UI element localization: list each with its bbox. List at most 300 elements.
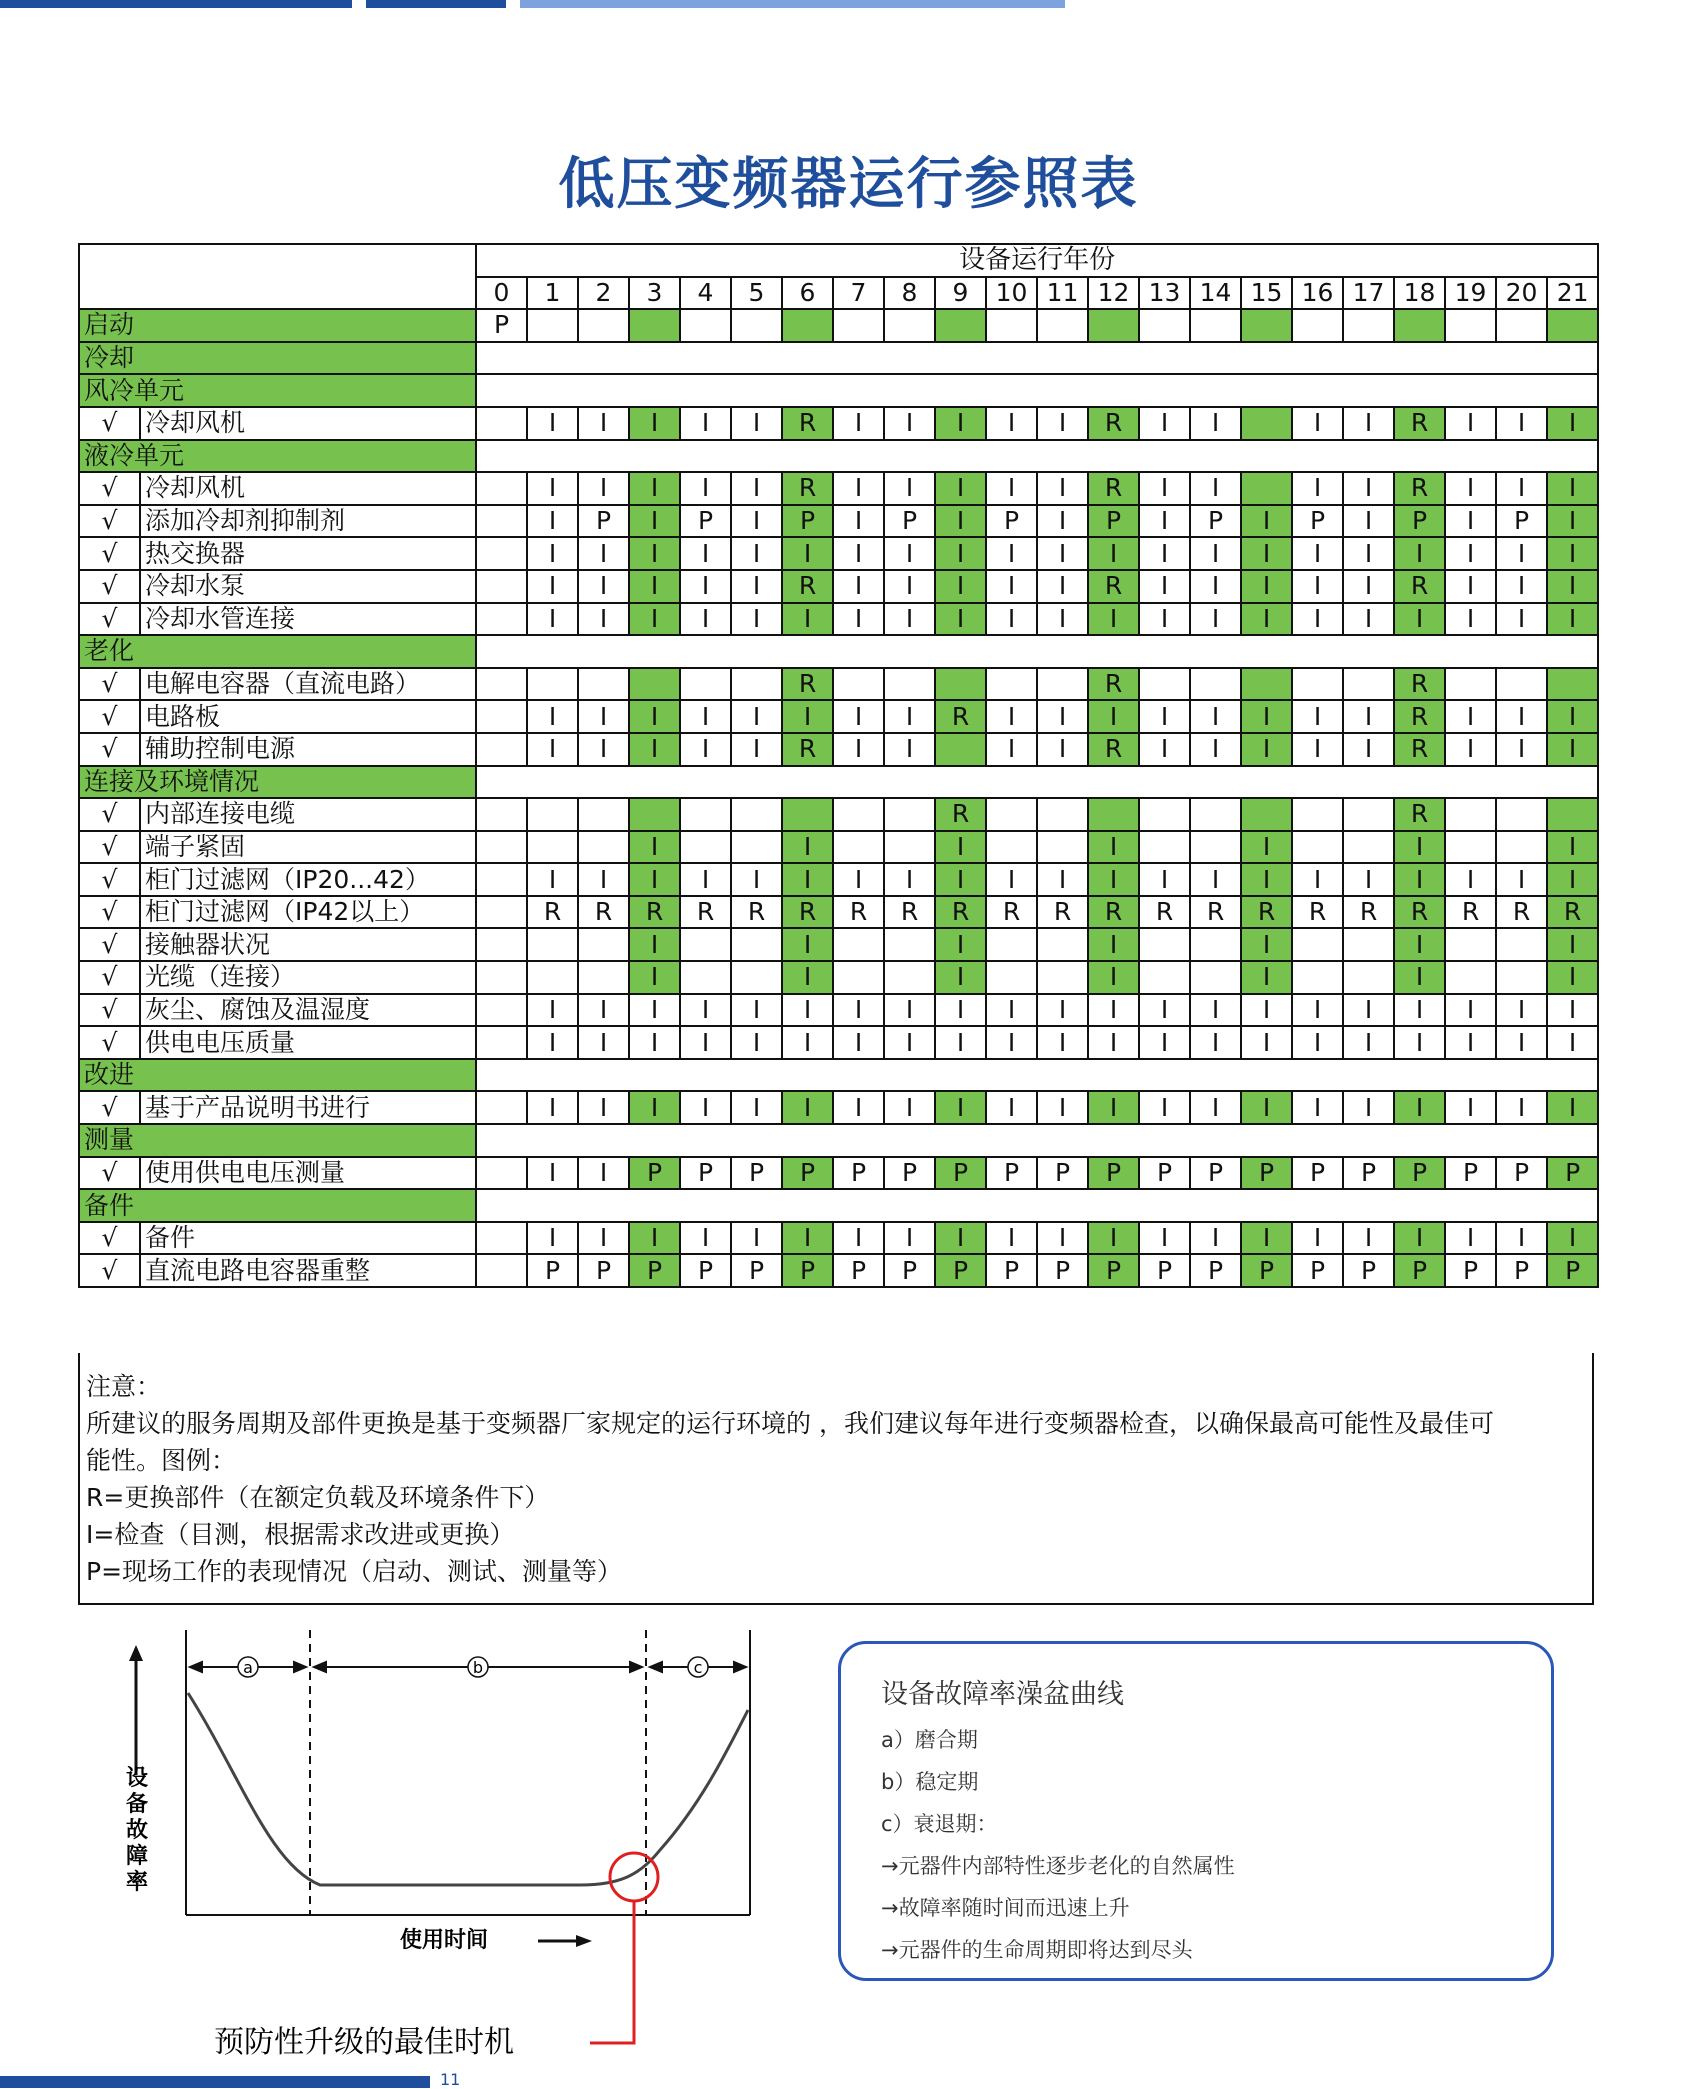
schedule-cell [731, 961, 782, 994]
schedule-cell: I [680, 863, 731, 896]
schedule-cell: I [1037, 1091, 1088, 1124]
schedule-cell: I [1190, 603, 1241, 636]
schedule-cell [527, 309, 578, 342]
row-label: 接触器状况 [140, 928, 476, 961]
schedule-cell: I [782, 831, 833, 864]
row-label: 灰尘、腐蚀及温湿度 [140, 994, 476, 1027]
year-header: 12 [1088, 277, 1139, 310]
schedule-cell: I [884, 1091, 935, 1124]
table-row [79, 798, 1598, 831]
schedule-cell: I [578, 537, 629, 570]
year-header: 19 [1445, 277, 1496, 310]
schedule-cell [476, 700, 527, 733]
year-header: 0 [476, 277, 527, 310]
schedule-cell: I [629, 407, 680, 440]
schedule-cell [680, 309, 731, 342]
schedule-cell: I [578, 863, 629, 896]
check-mark: √ [79, 505, 140, 538]
schedule-cell: I [1139, 733, 1190, 766]
schedule-cell: R [935, 700, 986, 733]
schedule-cell: I [935, 831, 986, 864]
schedule-cell: I [731, 700, 782, 733]
schedule-cell: I [986, 1222, 1037, 1255]
schedule-cell: R [578, 896, 629, 929]
schedule-cell: I [1445, 505, 1496, 538]
year-header: 20 [1496, 277, 1547, 310]
schedule-cell [629, 668, 680, 701]
schedule-cell: R [1394, 700, 1445, 733]
schedule-cell: R [629, 896, 680, 929]
schedule-cell: I [1037, 603, 1088, 636]
schedule-cell: P [1292, 505, 1343, 538]
schedule-cell [782, 309, 833, 342]
schedule-cell: I [1292, 407, 1343, 440]
category-row [79, 342, 1598, 375]
schedule-cell [884, 928, 935, 961]
schedule-cell: I [527, 472, 578, 505]
table-row [79, 570, 1598, 603]
schedule-cell: I [1394, 1091, 1445, 1124]
schedule-cell: P [782, 505, 833, 538]
schedule-cell: I [833, 472, 884, 505]
schedule-cell: P [578, 1254, 629, 1287]
schedule-cell: I [833, 733, 884, 766]
schedule-cell: I [833, 505, 884, 538]
table-row [79, 472, 1598, 505]
schedule-cell: I [1445, 1091, 1496, 1124]
schedule-cell: I [1139, 863, 1190, 896]
schedule-cell: R [1139, 896, 1190, 929]
schedule-cell: I [1292, 1222, 1343, 1255]
table-row [79, 863, 1598, 896]
schedule-cell: P [1547, 1254, 1598, 1287]
schedule-cell: I [782, 994, 833, 1027]
schedule-cell: R [1037, 896, 1088, 929]
schedule-cell: I [1547, 505, 1598, 538]
row-label: 电路板 [140, 700, 476, 733]
schedule-cell: I [1037, 863, 1088, 896]
schedule-cell: I [1139, 1026, 1190, 1059]
schedule-cell [1241, 668, 1292, 701]
schedule-cell: I [1037, 1026, 1088, 1059]
phase-b-label: b [472, 1658, 484, 1677]
schedule-cell: I [629, 831, 680, 864]
schedule-cell: P [1190, 1254, 1241, 1287]
page-title: 低压变频器运行参照表 [558, 152, 1139, 217]
schedule-cell [1139, 668, 1190, 701]
category-empty [476, 766, 1598, 799]
schedule-cell [1343, 928, 1394, 961]
year-header: 6 [782, 277, 833, 310]
year-header: 5 [731, 277, 782, 310]
schedule-cell: R [1088, 472, 1139, 505]
check-mark: √ [79, 570, 140, 603]
schedule-cell [731, 928, 782, 961]
schedule-cell: P [1037, 1254, 1088, 1287]
schedule-cell: I [986, 733, 1037, 766]
schedule-cell: I [1343, 570, 1394, 603]
schedule-cell [986, 961, 1037, 994]
category-row [79, 1059, 1598, 1092]
schedule-cell: R [1496, 896, 1547, 929]
schedule-cell: I [1394, 603, 1445, 636]
schedule-cell [1190, 668, 1241, 701]
schedule-cell: I [986, 1091, 1037, 1124]
schedule-cell: I [833, 700, 884, 733]
schedule-cell: I [1139, 994, 1190, 1027]
schedule-cell: I [578, 1091, 629, 1124]
table-row [79, 896, 1598, 929]
schedule-cell: I [1088, 1026, 1139, 1059]
check-mark: √ [79, 896, 140, 929]
table-row [79, 407, 1598, 440]
schedule-cell: I [884, 407, 935, 440]
schedule-cell: I [1241, 961, 1292, 994]
schedule-cell: I [1292, 733, 1343, 766]
schedule-cell [1547, 668, 1598, 701]
category-empty [476, 374, 1598, 407]
schedule-cell: I [731, 505, 782, 538]
schedule-cell [1445, 668, 1496, 701]
header-corner [79, 244, 476, 309]
schedule-cell: I [731, 1222, 782, 1255]
schedule-cell: I [578, 1026, 629, 1059]
schedule-cell: I [782, 537, 833, 570]
schedule-cell: I [1190, 700, 1241, 733]
schedule-cell: I [884, 570, 935, 603]
schedule-cell: I [1190, 472, 1241, 505]
schedule-cell [884, 961, 935, 994]
schedule-cell: I [1547, 570, 1598, 603]
year-header: 13 [1139, 277, 1190, 310]
schedule-cell [476, 668, 527, 701]
year-header: 21 [1547, 277, 1598, 310]
category-label: 测量 [79, 1124, 476, 1157]
schedule-cell: I [1343, 700, 1394, 733]
schedule-cell: I [884, 863, 935, 896]
schedule-cell [476, 505, 527, 538]
schedule-cell: I [1037, 505, 1088, 538]
schedule-cell: R [782, 896, 833, 929]
schedule-cell: I [1190, 1026, 1241, 1059]
schedule-cell: I [680, 603, 731, 636]
phase-a-label: a [243, 1658, 253, 1677]
table-row [79, 1222, 1598, 1255]
schedule-cell [680, 798, 731, 831]
table-row [79, 1026, 1598, 1059]
schedule-cell: R [986, 896, 1037, 929]
schedule-cell: P [1088, 505, 1139, 538]
schedule-cell: P [884, 505, 935, 538]
table-row [79, 928, 1598, 961]
schedule-cell [578, 928, 629, 961]
check-mark: √ [79, 733, 140, 766]
schedule-cell: I [578, 1157, 629, 1190]
bathtub-curve-diagram [120, 1605, 800, 2065]
schedule-cell: R [1394, 798, 1445, 831]
table-row [79, 733, 1598, 766]
year-header: 15 [1241, 277, 1292, 310]
schedule-cell [935, 733, 986, 766]
schedule-cell [1241, 798, 1292, 831]
legend-b: b）稳定期 [881, 1770, 979, 1794]
schedule-cell [833, 668, 884, 701]
schedule-cell: I [1037, 733, 1088, 766]
schedule-cell: R [884, 896, 935, 929]
schedule-cell: I [1292, 863, 1343, 896]
schedule-cell: P [884, 1157, 935, 1190]
schedule-cell [578, 668, 629, 701]
schedule-cell [476, 994, 527, 1027]
schedule-cell: I [1292, 472, 1343, 505]
schedule-cell: I [1088, 1222, 1139, 1255]
check-mark: √ [79, 700, 140, 733]
schedule-cell: I [1139, 700, 1190, 733]
schedule-cell: I [1139, 1091, 1190, 1124]
schedule-cell: P [1292, 1254, 1343, 1287]
row-label: 供电电压质量 [140, 1026, 476, 1059]
schedule-cell [476, 1026, 527, 1059]
schedule-cell: I [986, 1026, 1037, 1059]
schedule-cell [833, 309, 884, 342]
schedule-cell: I [833, 407, 884, 440]
schedule-cell: R [782, 472, 833, 505]
schedule-cell: P [1394, 1157, 1445, 1190]
top-bar-1 [0, 0, 352, 8]
schedule-cell [884, 309, 935, 342]
schedule-cell: P [1394, 505, 1445, 538]
schedule-cell: I [782, 1091, 833, 1124]
table-row [79, 505, 1598, 538]
bottom-bar [0, 2076, 430, 2088]
year-header: 2 [578, 277, 629, 310]
schedule-cell: I [1241, 994, 1292, 1027]
schedule-cell: I [935, 472, 986, 505]
schedule-cell [1445, 309, 1496, 342]
schedule-cell: I [1037, 472, 1088, 505]
schedule-cell: R [782, 733, 833, 766]
schedule-cell: R [1394, 570, 1445, 603]
schedule-cell [1343, 798, 1394, 831]
category-label: 连接及环境情况 [79, 766, 476, 799]
row-label: 直流电路电容器重整 [140, 1254, 476, 1287]
schedule-cell: R [1292, 896, 1343, 929]
schedule-cell: I [1241, 505, 1292, 538]
schedule-cell: I [1394, 537, 1445, 570]
schedule-cell: I [1292, 603, 1343, 636]
schedule-cell [578, 798, 629, 831]
callout-text: 预防性升级的最佳时机 [214, 2025, 514, 2060]
schedule-cell [527, 668, 578, 701]
schedule-cell: P [629, 1157, 680, 1190]
schedule-cell: I [629, 1091, 680, 1124]
check-mark: √ [79, 928, 140, 961]
category-empty [476, 1189, 1598, 1222]
schedule-cell: I [1445, 407, 1496, 440]
schedule-cell: P [833, 1157, 884, 1190]
schedule-cell [782, 798, 833, 831]
check-mark: √ [79, 1254, 140, 1287]
schedule-cell: I [1190, 1091, 1241, 1124]
check-mark: √ [79, 1091, 140, 1124]
schedule-cell [1496, 668, 1547, 701]
schedule-cell: I [935, 1026, 986, 1059]
schedule-cell: R [1088, 668, 1139, 701]
schedule-cell: I [1190, 994, 1241, 1027]
schedule-cell: I [1190, 407, 1241, 440]
schedule-cell: P [1139, 1157, 1190, 1190]
schedule-cell: I [578, 733, 629, 766]
year-header: 16 [1292, 277, 1343, 310]
check-mark: √ [79, 537, 140, 570]
schedule-cell [1190, 961, 1241, 994]
schedule-cell: I [935, 961, 986, 994]
schedule-cell: R [1190, 896, 1241, 929]
schedule-cell: R [935, 798, 986, 831]
schedule-cell [833, 798, 884, 831]
schedule-cell: I [935, 603, 986, 636]
row-label: 辅助控制电源 [140, 733, 476, 766]
schedule-cell: I [1547, 831, 1598, 864]
schedule-cell: P [1037, 1157, 1088, 1190]
year-header: 14 [1190, 277, 1241, 310]
schedule-cell: I [527, 407, 578, 440]
schedule-cell: I [1241, 570, 1292, 603]
schedule-cell [884, 798, 935, 831]
schedule-cell [1445, 831, 1496, 864]
schedule-cell: P [629, 1254, 680, 1287]
row-label: 柜门过滤网（IP20...42） [140, 863, 476, 896]
schedule-cell: I [1139, 537, 1190, 570]
schedule-cell: P [578, 505, 629, 538]
schedule-cell: I [1445, 700, 1496, 733]
schedule-cell: I [1037, 407, 1088, 440]
legend-title: 设备故障率澡盆曲线 [881, 1679, 1124, 1710]
table-row [79, 537, 1598, 570]
schedule-cell: I [1547, 700, 1598, 733]
schedule-cell: I [1292, 1026, 1343, 1059]
schedule-cell: P [935, 1157, 986, 1190]
schedule-cell: I [1343, 1091, 1394, 1124]
schedule-cell [476, 472, 527, 505]
year-header: 3 [629, 277, 680, 310]
schedule-cell [986, 831, 1037, 864]
year-header: 7 [833, 277, 884, 310]
schedule-cell: I [1496, 1222, 1547, 1255]
table-row [79, 1254, 1598, 1287]
category-row [79, 1189, 1598, 1222]
schedule-cell: I [527, 994, 578, 1027]
schedule-cell: I [1496, 603, 1547, 636]
schedule-cell: I [527, 570, 578, 603]
schedule-cell [476, 928, 527, 961]
schedule-cell [731, 668, 782, 701]
schedule-cell [527, 798, 578, 831]
table-row [79, 603, 1598, 636]
schedule-cell: I [1343, 603, 1394, 636]
schedule-cell: I [527, 733, 578, 766]
schedule-cell: I [1088, 1091, 1139, 1124]
schedule-cell: I [1547, 961, 1598, 994]
schedule-cell: I [578, 1222, 629, 1255]
schedule-cell [1190, 928, 1241, 961]
schedule-cell: I [986, 537, 1037, 570]
schedule-cell: I [1547, 863, 1598, 896]
schedule-cell: I [935, 1091, 986, 1124]
row-label: 基于产品说明书进行 [140, 1091, 476, 1124]
category-row [79, 1124, 1598, 1157]
schedule-cell [731, 831, 782, 864]
check-mark: √ [79, 863, 140, 896]
schedule-cell: R [1394, 407, 1445, 440]
schedule-cell [1292, 668, 1343, 701]
table-row [79, 961, 1598, 994]
schedule-cell [578, 961, 629, 994]
schedule-cell: P [731, 1157, 782, 1190]
schedule-cell: I [833, 570, 884, 603]
row-label: 光缆（连接） [140, 961, 476, 994]
schedule-cell: I [1241, 733, 1292, 766]
schedule-cell: I [1547, 537, 1598, 570]
row-label: 冷却水泵 [140, 570, 476, 603]
category-label: 液冷单元 [79, 440, 476, 473]
schedule-cell: I [527, 1157, 578, 1190]
schedule-cell: P [680, 505, 731, 538]
schedule-cell: I [986, 994, 1037, 1027]
year-header: 1 [527, 277, 578, 310]
schedule-cell: I [935, 505, 986, 538]
schedule-cell: I [1445, 570, 1496, 603]
schedule-cell: I [629, 733, 680, 766]
schedule-cell [476, 863, 527, 896]
legend-r: R=更换部件（在额定负载及环境条件下） [86, 1483, 550, 1512]
schedule-cell: I [1496, 472, 1547, 505]
schedule-cell: I [1088, 831, 1139, 864]
schedule-cell [476, 537, 527, 570]
schedule-cell: P [527, 1254, 578, 1287]
schedule-cell [1547, 798, 1598, 831]
schedule-cell: I [782, 700, 833, 733]
schedule-cell: I [1445, 1026, 1496, 1059]
schedule-cell: I [1139, 570, 1190, 603]
schedule-cell: I [680, 407, 731, 440]
row-label: 柜门过滤网（IP42以上） [140, 896, 476, 929]
schedule-cell: I [1394, 994, 1445, 1027]
schedule-cell [986, 309, 1037, 342]
schedule-cell: I [833, 603, 884, 636]
schedule-cell: P [782, 1157, 833, 1190]
schedule-cell: I [1445, 733, 1496, 766]
schedule-cell: I [833, 994, 884, 1027]
schedule-cell: I [527, 1222, 578, 1255]
schedule-cell: I [1547, 407, 1598, 440]
schedule-cell: I [1241, 537, 1292, 570]
schedule-cell: I [1190, 863, 1241, 896]
schedule-cell: I [680, 733, 731, 766]
schedule-cell: I [1241, 863, 1292, 896]
schedule-cell: I [935, 928, 986, 961]
schedule-cell: P [782, 1254, 833, 1287]
schedule-cell: R [1547, 896, 1598, 929]
schedule-cell: P [884, 1254, 935, 1287]
schedule-cell: P [476, 309, 527, 342]
row-label: 电解电容器（直流电路） [140, 668, 476, 701]
year-header: 11 [1037, 277, 1088, 310]
schedule-cell: P [1445, 1254, 1496, 1287]
notes-heading: 注意： [86, 1372, 162, 1401]
schedule-cell: I [578, 407, 629, 440]
schedule-cell: I [629, 1222, 680, 1255]
